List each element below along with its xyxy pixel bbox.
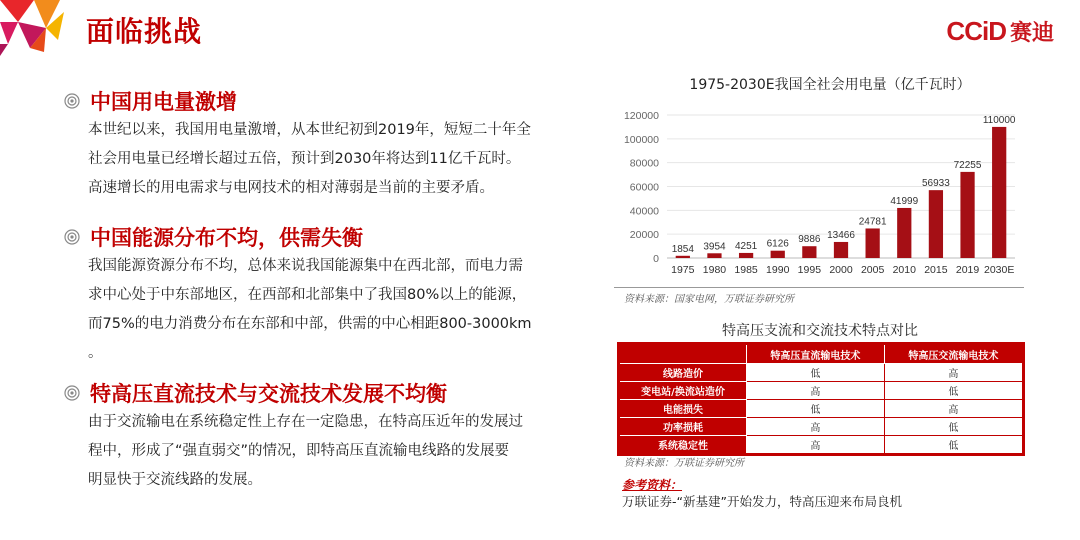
bar (897, 208, 911, 258)
bar (866, 228, 880, 258)
body-line: 社会用电量已经增长超过五倍，预计到2030年将达到11亿千瓦时。 (88, 151, 521, 167)
dc-value: 低 (747, 400, 885, 418)
x-tick-label: 1985 (734, 264, 758, 276)
bar (960, 172, 974, 258)
y-tick-label: 60000 (629, 181, 659, 194)
ac-value: 低 (884, 436, 1023, 455)
power-consumption-bar-chart (615, 95, 1025, 285)
section-energy-distribution (64, 222, 584, 368)
x-tick-label: 2030E (983, 264, 1015, 276)
row-label: 电能损失 (619, 400, 747, 418)
x-tick-label: 1990 (766, 264, 790, 276)
data-label: 6126 (766, 238, 789, 250)
y-tick-label: 40000 (629, 205, 659, 218)
table-row (619, 364, 1024, 382)
dc-value: 低 (747, 364, 885, 382)
row-label: 变电站/换流站造价 (619, 382, 747, 400)
table-title: 特高压支流和交流技术特点对比 (722, 323, 918, 339)
bar (771, 251, 785, 258)
bar (802, 246, 816, 258)
row-label: 系统稳定性 (619, 436, 747, 455)
chart-divider (614, 287, 1024, 288)
ac-value: 低 (884, 418, 1023, 436)
table-header-cell: 特高压直流输电技术 (747, 344, 885, 364)
section-title: 中国用电量激增 (90, 90, 237, 114)
y-tick-label: 20000 (629, 229, 659, 242)
target-bullet-icon (64, 385, 80, 401)
section-title: 特高压直流技术与交流技术发展不均衡 (90, 382, 447, 406)
logo-text-cn: 赛迪 (1009, 21, 1054, 46)
target-bullet-icon (64, 93, 80, 109)
body-line: 求中心处于中东部地区，在西部和北部集中了我国80%以上的能源， (88, 287, 527, 303)
body-line: 而75%的电力消费分布在东部和中部，供需的中心相距800-3000km (88, 316, 532, 332)
body-line: 高速增长的用电需求与电网技术的相对薄弱是当前的主要矛盾。 (88, 180, 494, 196)
body-line: 。 (88, 345, 103, 361)
dc-value: 高 (747, 382, 885, 400)
table-header-cell (619, 344, 747, 364)
bar (739, 253, 753, 258)
ccid-logo (946, 16, 1054, 47)
table-source: 资料来源：万联证券研究所 (624, 458, 744, 469)
section-body (88, 252, 584, 368)
bar (707, 253, 721, 258)
data-label: 56933 (922, 178, 950, 190)
x-tick-label: 2019 (955, 264, 980, 276)
reference-text: 万联证券-“新基建”开始发力，特高压迎来布局良机 (622, 494, 902, 509)
data-label: 4251 (734, 240, 758, 252)
y-tick-label: 80000 (629, 157, 659, 170)
bar (992, 127, 1006, 258)
target-bullet-icon (64, 229, 80, 245)
ac-value: 高 (884, 364, 1023, 382)
corner-decoration (0, 0, 70, 62)
data-label: 24781 (858, 216, 887, 228)
bar (929, 190, 943, 258)
x-tick-label: 2015 (924, 264, 948, 276)
x-tick-label: 1995 (797, 264, 822, 276)
chart-source: 资料来源：国家电网，万联证券研究所 (624, 294, 794, 305)
y-tick-label: 0 (653, 253, 659, 265)
x-tick-label: 1975 (671, 264, 695, 276)
x-tick-label: 2000 (829, 264, 853, 276)
section-body (88, 116, 584, 203)
data-label: 1854 (671, 243, 694, 255)
logo-text-en: CCiD (946, 16, 1006, 46)
chart-title: 1975-2030E我国全社会用电量（亿千瓦时） (689, 77, 971, 93)
y-tick-label: 120000 (623, 110, 659, 122)
ac-value: 高 (884, 400, 1023, 418)
table-header-cell: 特高压交流输电技术 (884, 344, 1023, 364)
table-row (619, 418, 1024, 436)
y-tick-label: 100000 (623, 133, 659, 146)
x-tick-label: 1980 (702, 264, 727, 276)
body-line: 明显快于交流线路的发展。 (88, 472, 262, 488)
data-label: 41999 (890, 195, 919, 207)
bar (676, 256, 690, 258)
section-uhv-tech-imbalance (64, 378, 584, 495)
bar (834, 242, 848, 258)
reference-label: 参考资料： (622, 478, 683, 492)
body-line: 由于交流输电在系统稳定性上存在一定隐患，在特高压近年的发展过 (88, 414, 523, 430)
dc-value: 高 (747, 436, 885, 455)
ac-value: 低 (884, 382, 1023, 400)
section-body (88, 408, 584, 495)
body-line: 程中，形成了“强直弱交”的情况，即特高压直流输电线路的发展要 (88, 443, 510, 459)
row-label: 线路造价 (619, 364, 747, 382)
data-label: 9886 (798, 234, 821, 246)
dc-value: 高 (747, 418, 885, 436)
body-line: 我国能源资源分布不均，总体来说我国能源集中在西北部，而电力需 (88, 258, 523, 274)
table-row (619, 436, 1024, 455)
table-row (619, 400, 1024, 418)
data-label: 72255 (953, 159, 982, 171)
section-power-demand (64, 86, 584, 203)
table-row (619, 382, 1024, 400)
section-title: 中国能源分布不均，供需失衡 (90, 226, 363, 250)
table-header-row (619, 344, 1024, 364)
row-label: 功率损耗 (619, 418, 747, 436)
data-label: 13466 (827, 229, 855, 241)
uhv-comparison-table (617, 342, 1025, 456)
data-label: 3954 (703, 241, 726, 253)
page-title: 面临挑战 (86, 15, 203, 48)
data-label: 110000 (982, 114, 1016, 126)
body-line: 本世纪以来，我国用电量激增，从本世纪初到2019年，短短二十年全 (88, 122, 531, 138)
x-tick-label: 2005 (860, 264, 885, 276)
x-tick-label: 2010 (892, 264, 916, 276)
